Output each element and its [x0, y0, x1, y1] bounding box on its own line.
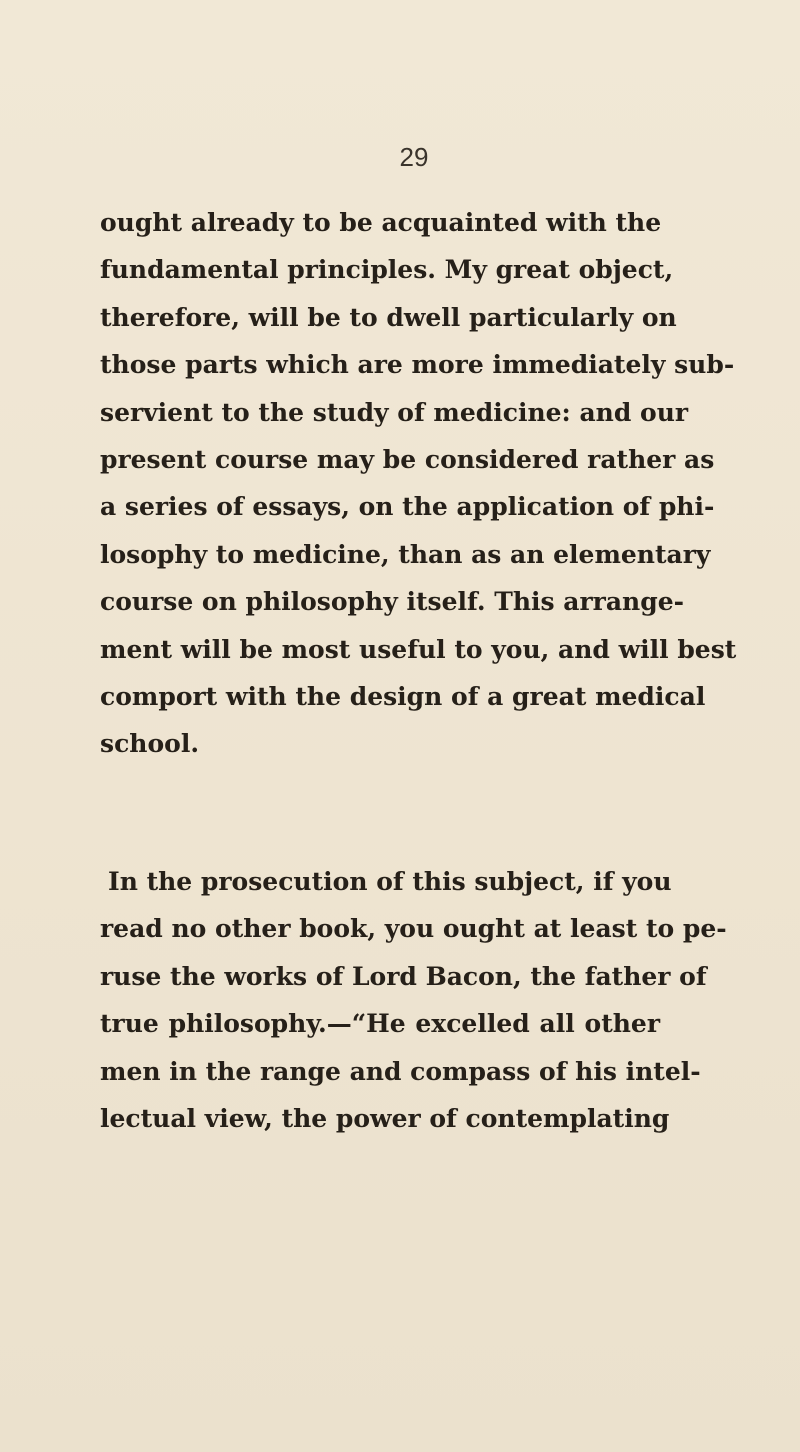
text-line: present course may be considered rather as: [100, 444, 715, 474]
text-line: fundamental principles. My great object,: [100, 255, 674, 285]
text-line: In the prosecution of this subject, if you: [108, 867, 672, 896]
text-line: therefore, will be to dwell particularly on: [100, 302, 677, 332]
paragraph-2: [100, 858, 727, 1142]
text-line: comport with the design of a great medical: [100, 681, 706, 711]
text-line: servient to the study of medicine: and our: [100, 397, 689, 427]
text-line: true philosophy.—“He excelled all other: [100, 1009, 660, 1039]
text-line: a series of essays, on the application of phi-: [100, 492, 715, 522]
text-line: those parts which are more immediately sub-: [100, 350, 735, 380]
text-line: ought already to be acquainted with the: [100, 208, 662, 237]
text-line: ruse the works of Lord Bacon, the father of: [100, 961, 707, 991]
paragraph-1: [100, 199, 737, 768]
page-number: 29: [399, 142, 429, 172]
text-line: read no other book, you ought at least to pe-: [100, 914, 727, 944]
text-line: men in the range and compass of his intel-: [100, 1056, 701, 1086]
text-line: ment will be most useful to you, and will best: [100, 634, 737, 664]
text-line: losophy to medicine, than as an elementary: [100, 539, 711, 569]
text-line: school.: [100, 729, 200, 759]
text-line: lectual view, the power of contemplating: [100, 1103, 670, 1133]
text-line: course on philosophy itself. This arrange-: [100, 587, 684, 617]
